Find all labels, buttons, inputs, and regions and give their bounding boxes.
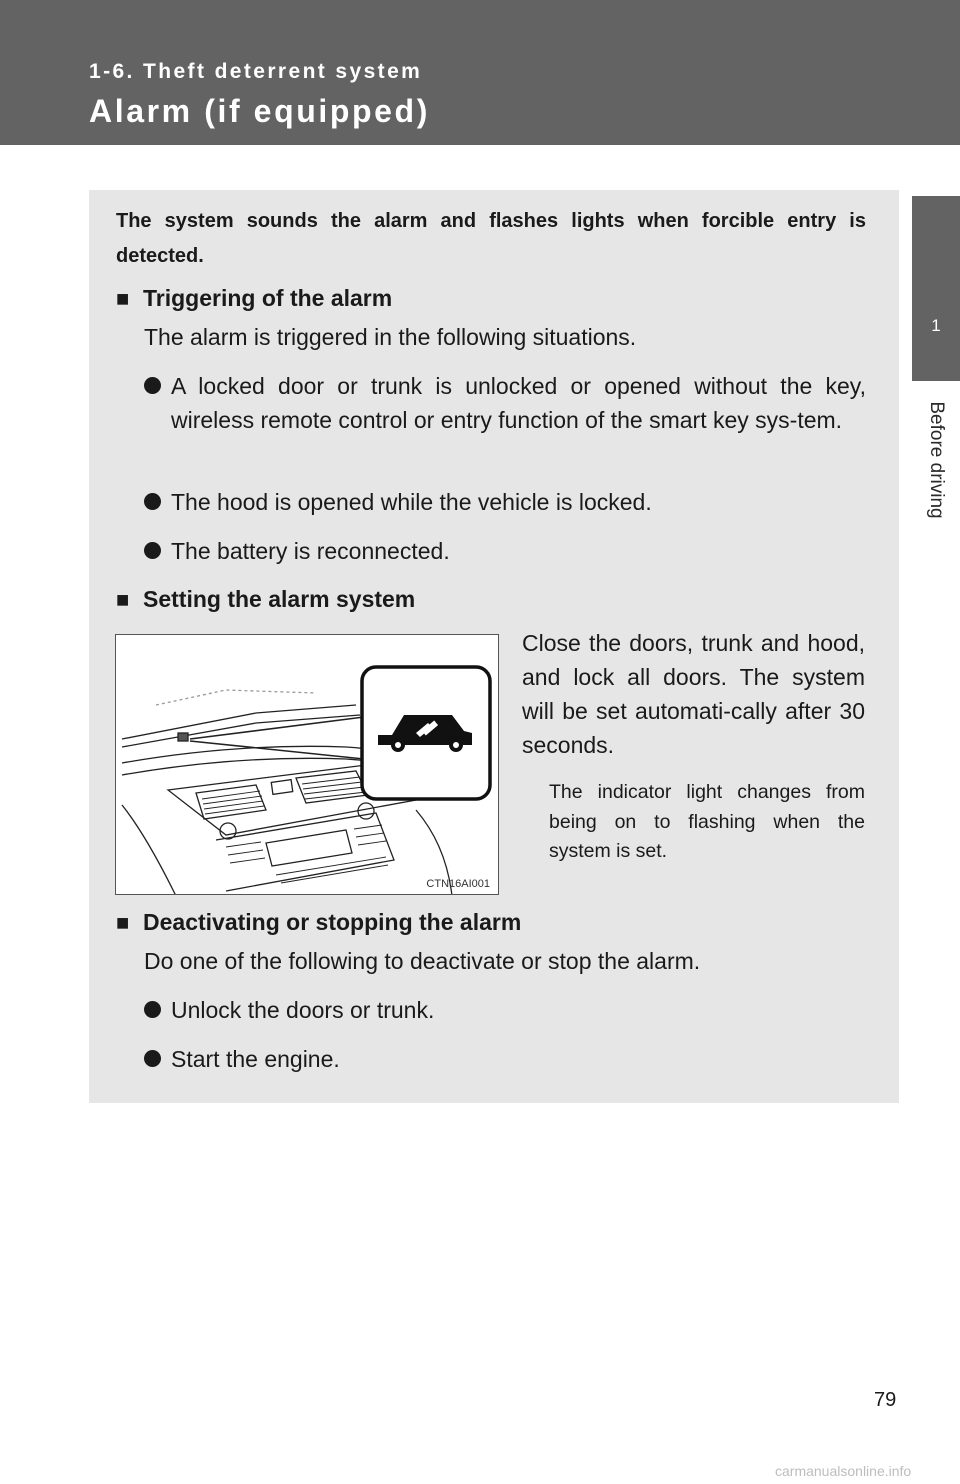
figure-code: CTN16AI001 [426, 878, 490, 890]
triggering-lead: The alarm is triggered in the following situations. [144, 324, 637, 350]
bullet-dot-icon [144, 493, 161, 510]
chapter-label: Before driving [926, 401, 947, 519]
dashboard-drawing [116, 635, 499, 895]
list-item-text: A locked door or trunk is unlocked or opened without the key, wireless remote control or entry function of the smart key sys-tem. [171, 373, 866, 433]
heading-deactivating-text: Deactivating or stopping the alarm [143, 909, 522, 935]
list-item [144, 485, 866, 519]
setting-text: Close the doors, trunk and hood, and lock all doors. The system will be set automati-cally after 30 seconds. [522, 630, 865, 758]
heading-setting [116, 586, 415, 613]
list-item [144, 993, 866, 1027]
heading-setting-text: Setting the alarm system [143, 586, 416, 612]
chapter-tab [912, 196, 960, 381]
square-bullet-icon: ■ [116, 587, 130, 612]
intro-text: The system sounds the alarm and flashes lights when forcible entry is detected. [116, 210, 866, 267]
chapter-tab-number: 1 [931, 316, 941, 335]
heading-triggering-text: Triggering of the alarm [143, 285, 393, 311]
dashboard-illustration [115, 634, 499, 895]
bullet-dot-icon [144, 377, 161, 394]
heading-deactivating [116, 909, 521, 936]
section-label: 1-6. Theft deterrent system [89, 60, 423, 83]
list-item-text: The battery is reconnected. [171, 538, 450, 564]
square-bullet-icon: ■ [116, 910, 130, 935]
bullet-dot-icon [144, 1050, 161, 1067]
list-item-text: Unlock the doors or trunk. [171, 997, 435, 1023]
page-number: 79 [874, 1389, 897, 1411]
list-item [144, 534, 866, 568]
page-header [0, 0, 960, 145]
list-item [144, 1042, 866, 1076]
list-item-text: Start the engine. [171, 1046, 340, 1072]
bullet-dot-icon [144, 1001, 161, 1018]
setting-note: The indicator light changes from being on to flashing when the system is set. [549, 781, 865, 862]
heading-triggering [116, 285, 392, 312]
deactivating-lead: Do one of the following to deactivate or stop the alarm. [144, 948, 701, 974]
page-title: Alarm (if equipped) [89, 93, 430, 129]
list-item [144, 369, 866, 437]
list-item-text: The hood is opened while the vehicle is locked. [171, 489, 652, 515]
watermark: carmanualsonline.info [775, 1463, 912, 1479]
bullet-dot-icon [144, 542, 161, 559]
square-bullet-icon: ■ [116, 286, 130, 311]
